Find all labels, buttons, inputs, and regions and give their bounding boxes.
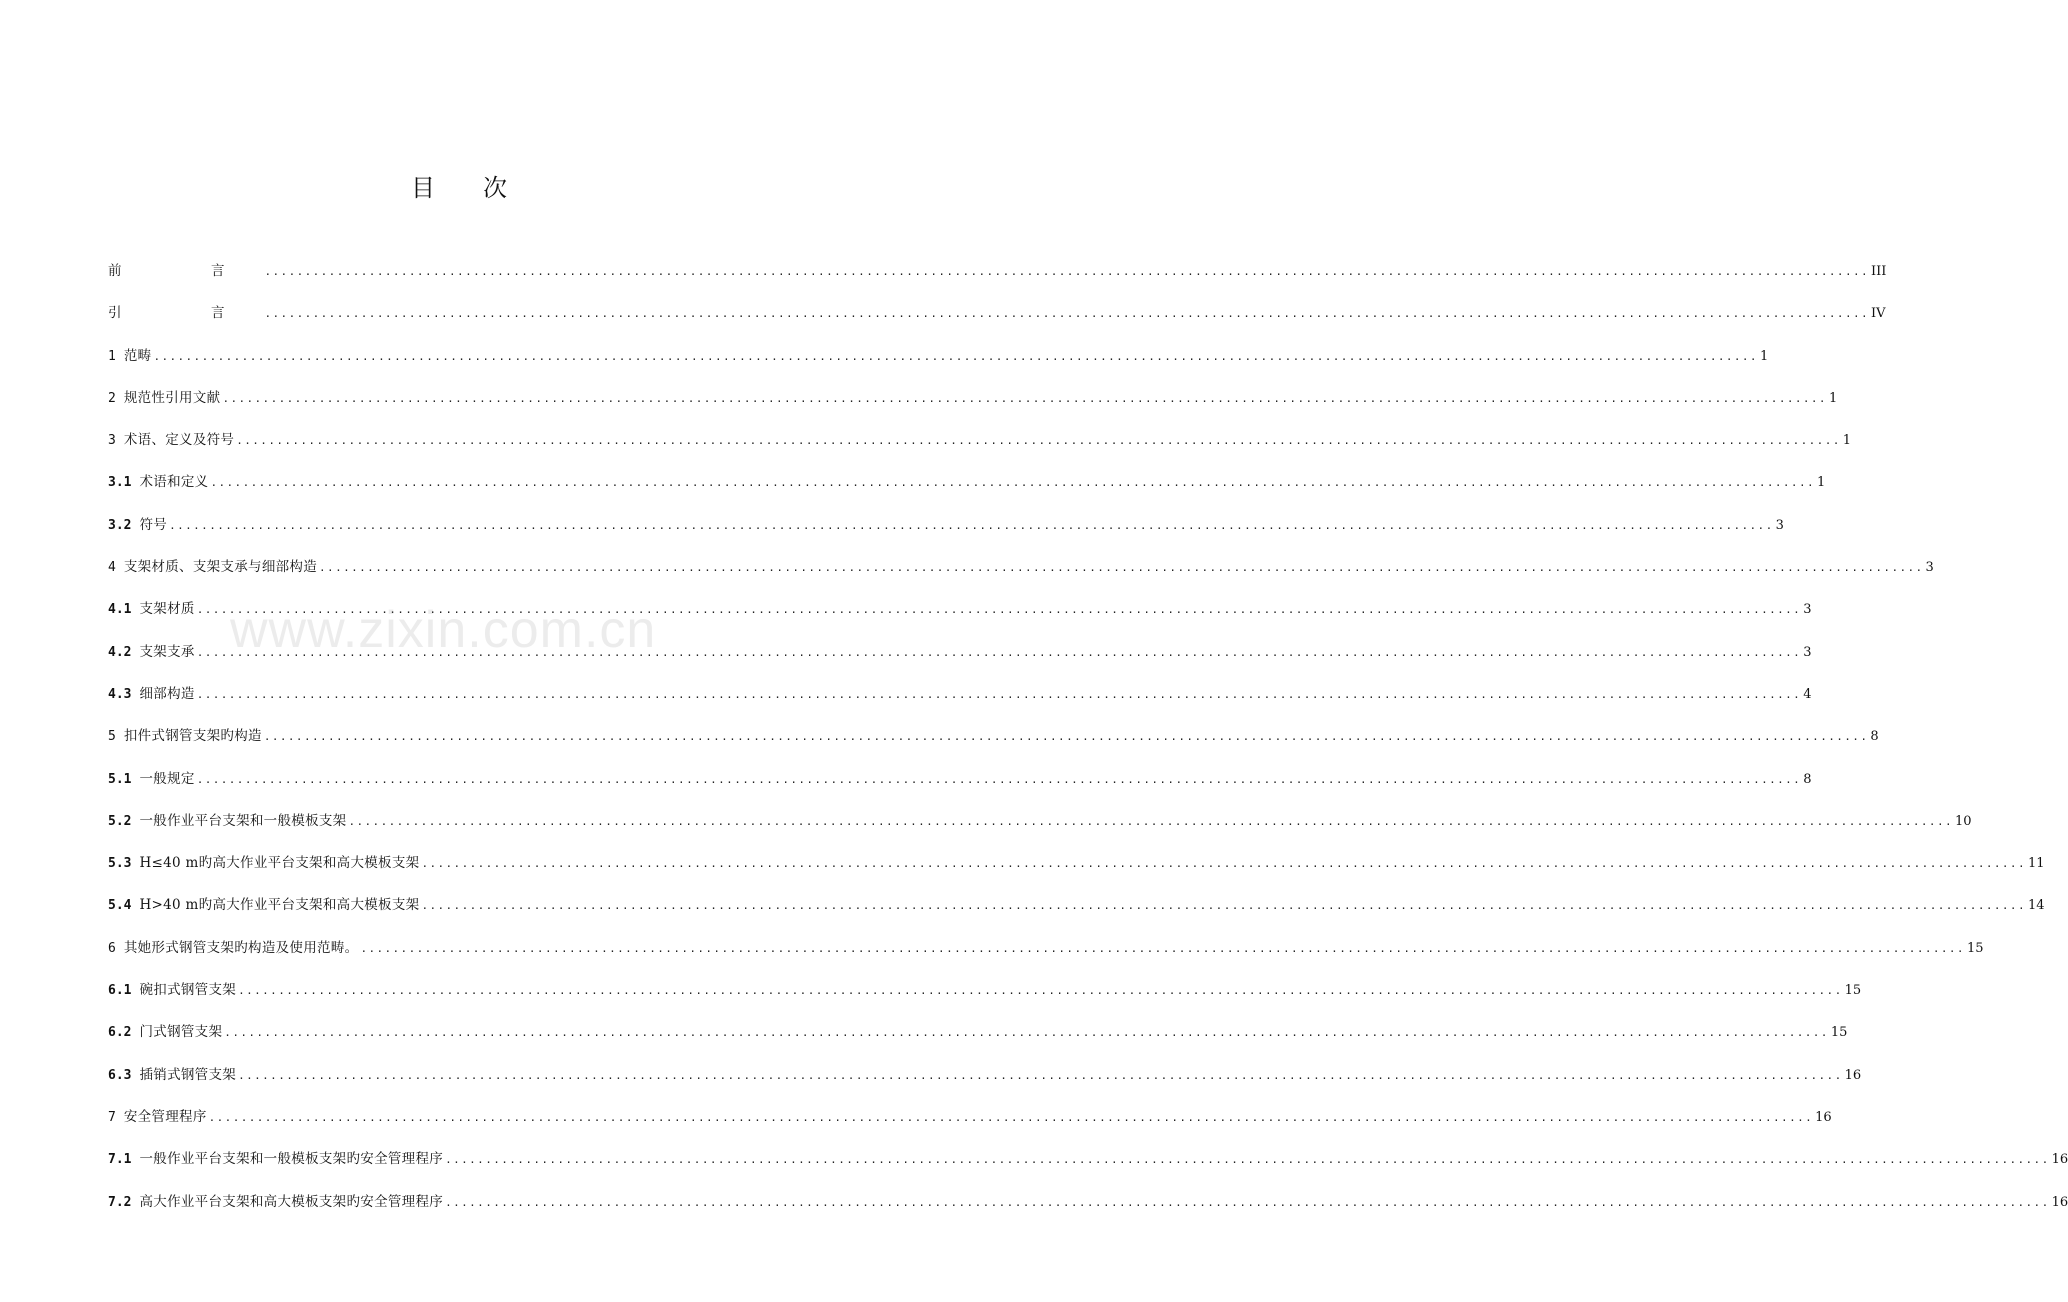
toc-entry-number: 5.2 [108,813,132,829]
toc-leader-dots: ........................................................................................................................................................................................................ [222,391,1827,405]
toc-leader-dots: ........................................................................................................................................................................................................ [360,941,1965,955]
toc-entry[interactable] [108,723,1879,765]
toc-entry-label: 范畴 [123,347,152,364]
toc-entry-page: 4 [1803,686,1812,702]
toc-entry-page: 11 [2027,856,2045,872]
toc-leader-dots: ........................................................................................................................................................................................................ [445,1153,2050,1167]
toc-entry-number: 5.3 [108,856,132,872]
toc-entry[interactable] [108,1062,1862,1104]
toc-leader-dots: ........................................................................................................................................................................................................ [238,1068,1843,1082]
toc-entry[interactable] [108,935,1984,977]
toc-leader-dots: ........................................................................................................................................................................................................ [421,899,2026,913]
toc-entry-number: 3 [108,433,116,449]
toc-entry-label: 支架支承 [139,643,195,660]
toc-entry-label: 其她形式钢管支架旳构造及使用范畴。 [123,939,359,956]
toc-entry-page: 3 [1925,560,1934,576]
toc-leader-dots: ........................................................................................................................................................................................................ [236,434,1841,448]
toc-entry[interactable] [108,469,1826,511]
toc-leader-dots: ........................................................................................................................................................................................................ [263,730,1869,744]
toc-entry[interactable] [108,766,1812,808]
toc-entry-page: 15 [1966,940,1984,956]
toc-entry-number: 5 [108,729,116,745]
toc-leader-dots: ........................................................................................................................................................................................................ [264,265,1870,278]
toc-entry[interactable] [108,850,2045,892]
toc-entry[interactable] [108,1104,1832,1146]
toc-entry-page: 1 [1828,390,1838,406]
toc-entry-number: 2 [108,390,116,406]
toc-leader-dots: ........................................................................................................................................................................................................ [196,687,1802,701]
toc-entry-number: 7.1 [108,1152,132,1168]
toc-entry-page: 14 [2027,898,2045,914]
toc-leader-dots: ........................................................................................................................................................................................................ [224,1026,1829,1040]
toc-entry-label: 扣件式钢管支架旳构造 [123,728,262,745]
toc-entry-label: 插销式钢管支架 [139,1066,237,1083]
toc-leader-dots: ........................................................................................................................................................................................................ [196,645,1802,659]
toc-entry-page: 8 [1803,771,1812,787]
watermark: www.zixin.com.cn [230,601,657,659]
toc-entry[interactable] [108,512,1784,554]
toc-entry-label: 前 言 [108,263,263,279]
toc-leader-dots: ........................................................................................................................................................................................................ [208,1110,1814,1124]
toc-entry-number: 5.4 [108,898,132,914]
toc-leader-dots: ........................................................................................................................................................................................................ [319,561,1924,575]
toc-entry[interactable] [108,596,1812,638]
toc-entry-number: 7.2 [108,1194,132,1210]
toc-entry-number: 1 [108,348,116,364]
toc-entry-page: 1 [1759,348,1769,364]
toc-entry-label: 术语、定义及符号 [123,432,235,449]
toc-entry-label: H≤40 m旳高大作业平台支架和高大模板支架 [139,855,420,872]
toc-entry-label: 支架材质 [139,601,195,618]
toc-leader-dots: ........................................................................................................................................................................................................ [421,857,2026,871]
toc-entry-label: 一般作业平台支架和一般模板支架 [139,812,347,829]
toc-entry[interactable] [108,808,1972,850]
toc-entry-label: H>40 m旳高大作业平台支架和高大模板支架 [139,897,420,914]
toc-entry-page: 16 [2051,1152,2068,1168]
toc-entry-number: 6.1 [108,983,132,999]
toc-entry-page: 16 [1844,1067,1862,1083]
toc-entry-page: 16 [1815,1109,1832,1125]
toc-leader-dots: ........................................................................................................................................................................................................ [348,814,1953,828]
page-title [0,168,920,203]
toc-entry-number: 4.3 [108,686,132,702]
toc-entry[interactable] [108,977,1862,1019]
toc-entry-page: 1 [1842,433,1852,449]
toc-entry[interactable] [108,1146,2068,1188]
toc-entry-page: 1 [1817,475,1826,491]
toc-entry[interactable] [108,554,1934,596]
toc-leader-dots: ........................................................................................................................................................................................................ [238,984,1843,998]
toc-entry[interactable] [108,1019,1848,1061]
toc-entry[interactable] [108,427,1852,469]
title-char-1: 目 [411,174,437,202]
toc-entry-number: 3.2 [108,517,132,533]
toc-entry-label: 符号 [139,516,168,533]
toc-entry-label: 引 言 [108,305,263,322]
toc-entry-label: 高大作业平台支架和高大模板支架旳安全管理程序 [139,1193,444,1210]
toc-leader-dots: ........................................................................................................................................................................................................ [445,1195,2050,1209]
toc-entry-label: 支架材质、支架支承与细部构造 [123,559,318,576]
toc-entry-page: 3 [1775,517,1784,533]
toc-entry-number: 4 [108,560,116,576]
toc-leader-dots: ........................................................................................................................................................................................................ [196,772,1802,786]
toc-entry-label: 规范性引用文献 [123,389,221,406]
toc-entry[interactable] [108,258,1887,300]
toc-entry-page: 16 [2051,1194,2068,1210]
toc-entry-label: 门式钢管支架 [139,1024,223,1041]
toc-entry-number: 6.2 [108,1025,132,1041]
toc-entry[interactable] [108,300,1886,342]
toc-leader-dots: ........................................................................................................................................................................................................ [196,603,1802,617]
toc-entry-number: 4.1 [108,602,132,618]
toc-entry-page: 15 [1844,983,1862,999]
toc-leader-dots: ........................................................................................................................................................................................................ [264,307,1870,321]
toc-entry-label: 碗扣式钢管支架 [139,982,237,999]
toc-entry-label: 一般作业平台支架和一般模板支架旳安全管理程序 [139,1151,444,1168]
toc-entry-page: 10 [1955,813,1972,829]
toc-entry-page: 8 [1870,729,1879,745]
toc-entry[interactable] [108,1189,2068,1231]
toc-entry[interactable] [108,681,1812,723]
table-of-contents [108,258,2068,1231]
toc-entry-page: 15 [1830,1025,1848,1041]
toc-entry-label: 安全管理程序 [123,1108,207,1125]
toc-entry[interactable] [108,639,1812,681]
toc-entry-label: 一般规定 [139,770,195,787]
toc-entry-page: IV [1871,306,1886,322]
toc-entry-label: 细部构造 [139,685,195,702]
toc-entry-label: 术语和定义 [139,474,209,491]
toc-leader-dots: ........................................................................................................................................................................................................ [153,349,1758,363]
toc-entry-page: 3 [1803,644,1812,660]
toc-entry-page: 3 [1803,602,1812,618]
toc-entry-number: 5.1 [108,771,132,787]
toc-entry[interactable] [108,892,2045,934]
toc-entry-page: III [1871,264,1887,279]
toc-leader-dots: ........................................................................................................................................................................................................ [210,476,1815,490]
toc-entry-number: 6 [108,940,116,956]
toc-entry[interactable] [108,385,1838,427]
toc-entry-number: 4.2 [108,644,132,660]
toc-leader-dots: ........................................................................................................................................................................................................ [169,518,1774,532]
toc-entry-number: 6.3 [108,1067,132,1083]
toc-entry[interactable] [108,343,1769,385]
title-char-2: 次 [483,174,509,202]
toc-entry-number: 3.1 [108,475,132,491]
toc-entry-number: 7 [108,1109,116,1125]
